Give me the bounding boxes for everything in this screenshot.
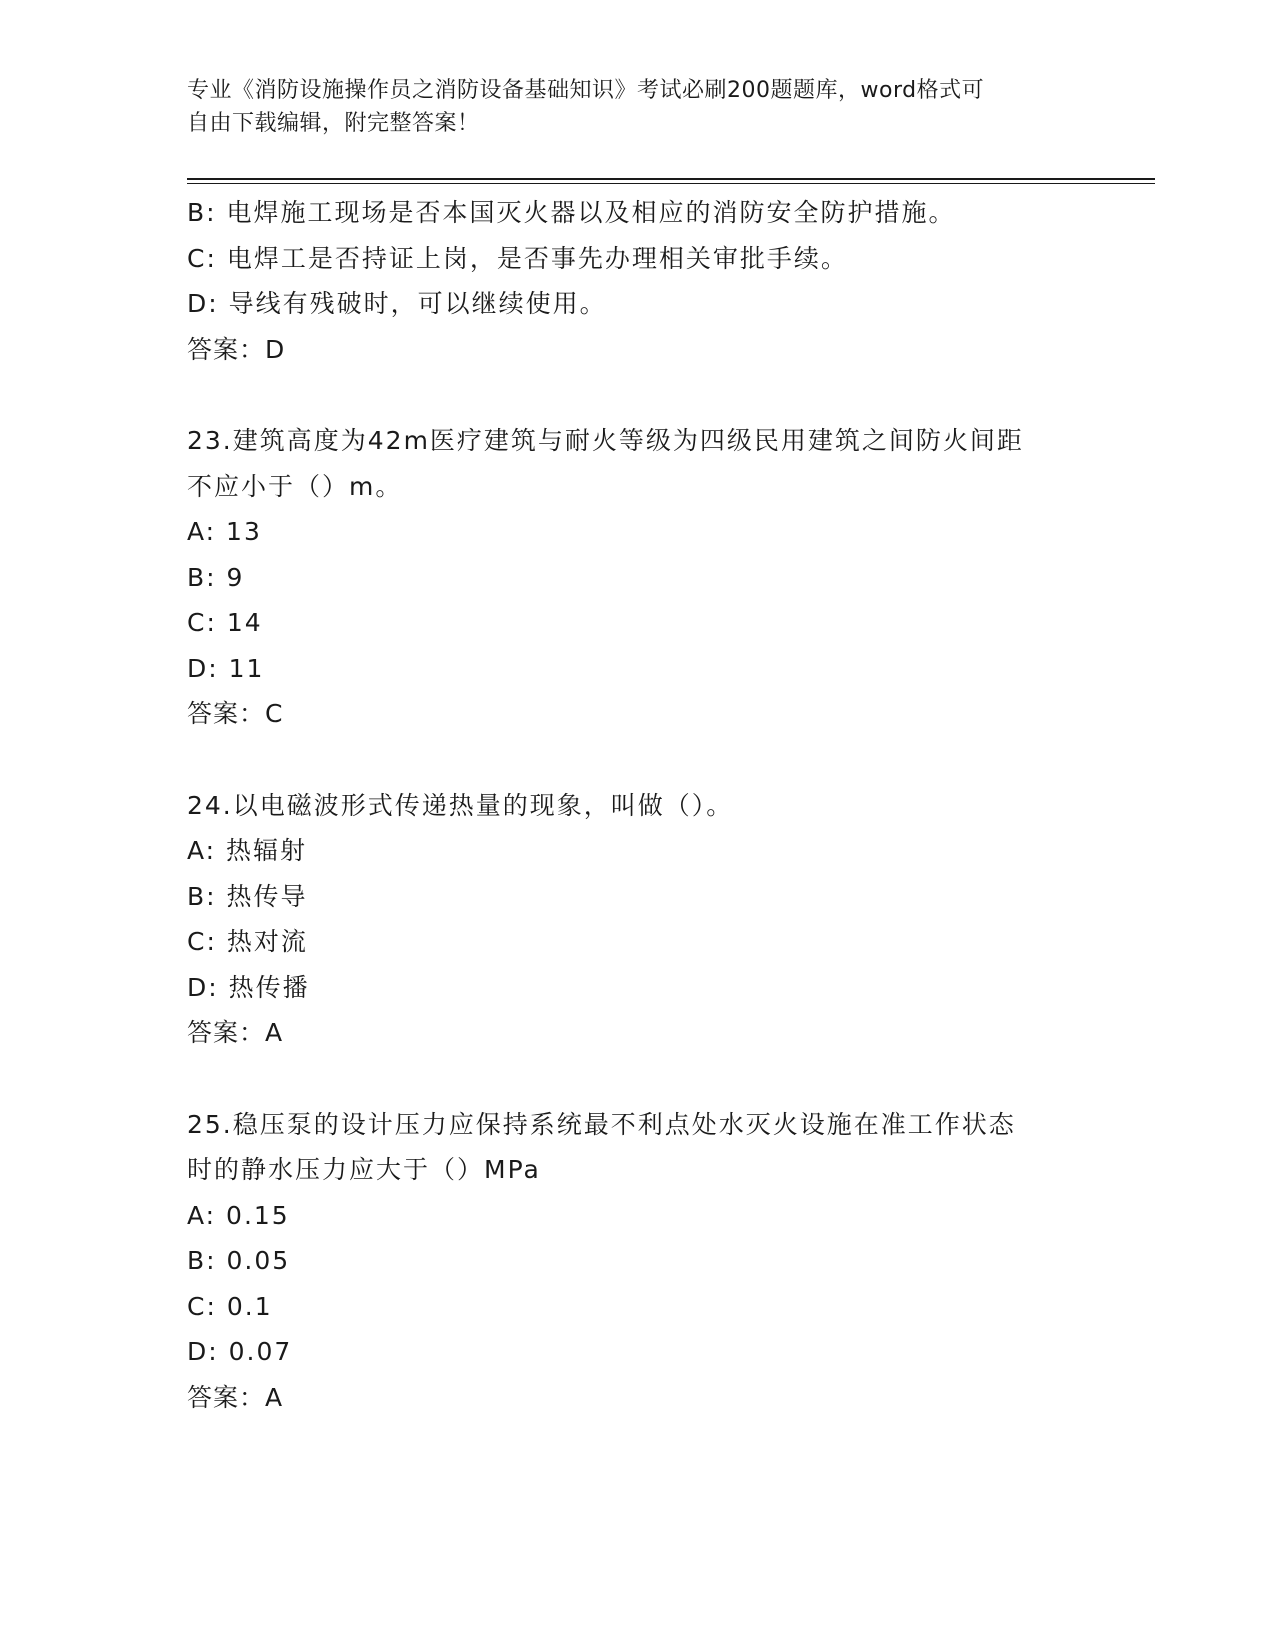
- option-separator: :: [206, 881, 227, 911]
- option-d: [187, 965, 1087, 1011]
- option-separator: :: [208, 972, 229, 1002]
- question-25: [187, 1102, 1087, 1421]
- option-text: 热辐射: [226, 836, 308, 865]
- option-letter: B: [187, 198, 207, 227]
- question-list: [187, 190, 1087, 1420]
- question-stem-line-1: 25.稳压泵的设计压力应保持系统最不利点处水灭火设施在准工作状态: [187, 1109, 1016, 1139]
- header-line-1: 专业《消防设施操作员之消防设备基础知识》考试必刷200题题库，word格式可: [187, 78, 985, 103]
- option-text: 热传导: [226, 881, 308, 911]
- question-stem: [187, 783, 1087, 829]
- option-d: [187, 1329, 1087, 1375]
- option-text: 0.1: [226, 1291, 273, 1321]
- option-letter: C: [187, 608, 207, 637]
- option-letter: D: [187, 972, 209, 1002]
- option-a: [187, 828, 1087, 874]
- option-text: 13: [226, 517, 262, 546]
- option-letter: D: [187, 1337, 209, 1366]
- option-letter: C: [187, 927, 207, 956]
- option-b: [187, 874, 1087, 920]
- option-letter: A: [187, 517, 206, 546]
- option-separator: :: [206, 927, 227, 956]
- question-23: [187, 418, 1087, 737]
- option-separator: :: [206, 1291, 227, 1321]
- question-stem-line-1: 24.以电磁波形式传递热量的现象，叫做（）。: [187, 790, 734, 820]
- question-24: [187, 783, 1087, 1056]
- answer-line: 答案：D: [187, 334, 286, 364]
- option-letter: B: [187, 562, 207, 592]
- option-text: 0.07: [228, 1337, 293, 1366]
- option-text: 14: [226, 608, 263, 637]
- option-letter: D: [187, 289, 209, 318]
- option-letter: B: [187, 1246, 207, 1275]
- question-22-partial: [187, 190, 1087, 372]
- option-letter: D: [187, 653, 209, 683]
- option-b: [187, 190, 1087, 236]
- answer-line: 答案：A: [187, 1382, 284, 1412]
- option-separator: :: [206, 1246, 227, 1275]
- header-divider-thin: [187, 183, 1155, 184]
- option-a: [187, 1193, 1087, 1239]
- option-separator: :: [205, 1200, 227, 1230]
- option-text: 热对流: [226, 927, 308, 956]
- question-stem-line-2: 不应小于（）m。: [187, 471, 403, 501]
- option-separator: :: [206, 562, 227, 592]
- question-stem: [187, 1102, 1087, 1193]
- option-separator: :: [208, 289, 229, 318]
- option-separator: :: [208, 1337, 229, 1366]
- option-text: 导线有残破时，可以继续使用。: [228, 289, 607, 318]
- answer-line: 答案：C: [187, 699, 284, 728]
- option-separator: :: [206, 608, 227, 637]
- option-separator: :: [206, 243, 227, 273]
- option-c: [187, 600, 1087, 646]
- option-text: 电焊工是否持证上岗，是否事先办理相关审批手续。: [226, 243, 848, 273]
- option-text: 9: [226, 562, 245, 592]
- option-c: [187, 1284, 1087, 1330]
- question-stem-line-1: 23.建筑高度为42m医疗建筑与耐火等级为四级民用建筑之间防火间距: [187, 426, 1024, 455]
- option-letter: C: [187, 243, 207, 273]
- option-text: 11: [228, 653, 265, 683]
- option-a: [187, 509, 1087, 555]
- option-d: [187, 281, 1087, 327]
- option-letter: A: [187, 836, 206, 865]
- option-letter: C: [187, 1291, 207, 1321]
- option-letter: A: [187, 1200, 206, 1230]
- option-c: [187, 236, 1087, 282]
- header-divider-thick: [187, 178, 1155, 180]
- option-b: [187, 1238, 1087, 1284]
- option-separator: :: [205, 517, 227, 546]
- document-header: [187, 74, 1087, 140]
- option-separator: :: [208, 653, 229, 683]
- question-stem-line-2: 时的静水压力应大于（）MPa: [187, 1155, 541, 1184]
- option-separator: :: [205, 836, 227, 865]
- option-text: 电焊施工现场是否本国灭火器以及相应的消防安全防护措施。: [226, 198, 956, 227]
- question-stem: [187, 418, 1087, 509]
- option-c: [187, 919, 1087, 965]
- option-text: 0.15: [226, 1200, 290, 1230]
- option-text: 0.05: [226, 1246, 291, 1275]
- option-separator: :: [206, 198, 227, 227]
- option-letter: B: [187, 881, 207, 911]
- option-text: 热传播: [228, 972, 310, 1002]
- answer-line: 答案：A: [187, 1018, 284, 1047]
- header-line-2: 自由下载编辑，附完整答案！: [187, 111, 480, 136]
- option-d: [187, 646, 1087, 692]
- option-b: [187, 555, 1087, 601]
